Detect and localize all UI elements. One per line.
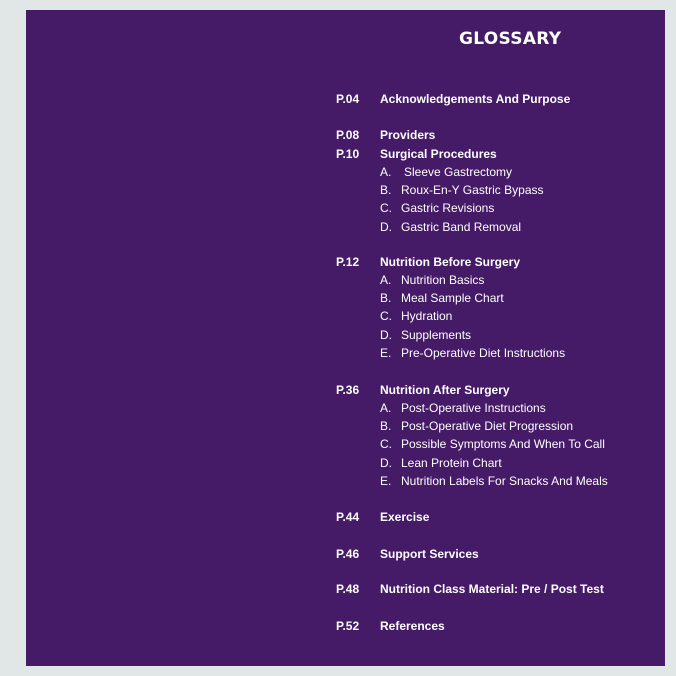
toc-section-title: Surgical Procedures [380,147,497,161]
toc-subitem-text: Roux-En-Y Gastric Bypass [401,183,544,198]
toc-section-title: References [380,619,445,633]
toc-subitem-text: Possible Symptoms And When To Call [401,437,605,452]
toc-subitem-letter: D. [380,219,392,234]
toc-subitem-letter: D. [380,455,392,470]
toc-section-title: Providers [380,128,436,142]
toc-page-number: P.46 [336,547,360,561]
toc-subitem-text: Supplements [401,327,472,342]
toc-subitem-text: Post-Operative Diet Progression [401,419,574,434]
toc-page-number: P.48 [336,582,360,596]
toc-page-number: P.04 [336,92,360,106]
toc-subitem-text: Nutrition Labels For Snacks And Meals [401,473,608,488]
toc-subitem-letter: A. [380,401,392,415]
toc-subitem-text: Sleeve Gastrectomy [404,165,513,179]
toc-subitem-letter: C. [380,437,392,452]
toc-section-title: Exercise [380,510,430,524]
toc-subitem-letter: E. [380,345,392,360]
toc-subitem-text: Post-Operative Instructions [401,401,546,415]
toc-section-title: Nutrition Class Material: Pre / Post Test [380,582,604,596]
toc-subitem-text: Meal Sample Chart [401,291,504,306]
toc-subitem-letter: B. [380,419,392,434]
toc-subitem-text: Hydration [401,309,453,324]
toc-subitem-text: Nutrition Basics [401,273,485,287]
toc-subitem-letter: C. [380,201,392,216]
toc-subitem-text: Pre-Operative Diet Instructions [401,345,566,360]
toc-page-number: P.36 [336,383,360,397]
toc-section-title: Support Services [380,547,479,561]
toc-subitem-letter: E. [380,473,392,488]
toc-section-title: Nutrition Before Surgery [380,255,521,269]
toc-subitem-text: Lean Protein Chart [401,455,502,470]
toc-subitem-letter: D. [380,327,392,342]
toc-subitem-letter: B. [380,291,392,306]
toc-page-number: P.10 [336,147,360,161]
toc-subitem-letter: C. [380,309,392,324]
toc-page-number: P.52 [336,619,360,633]
toc-subitem-text: Gastric Revisions [401,201,495,216]
table-of-contents [26,10,665,666]
toc-section-title: Nutrition After Surgery [380,383,510,397]
toc-page-number: P.12 [336,255,360,269]
toc-section-title: Acknowledgements And Purpose [380,92,571,106]
toc-subitem-text: Gastric Band Removal [401,219,522,234]
page-title: GLOSSARY [459,29,562,49]
toc-page-number: P.44 [336,510,360,524]
toc-subitem-letter: A. [380,165,392,179]
toc-subitem-letter: A. [380,273,392,287]
toc-page-number: P.08 [336,128,360,142]
glossary-page [26,10,665,666]
toc-subitem-letter: B. [380,183,392,198]
